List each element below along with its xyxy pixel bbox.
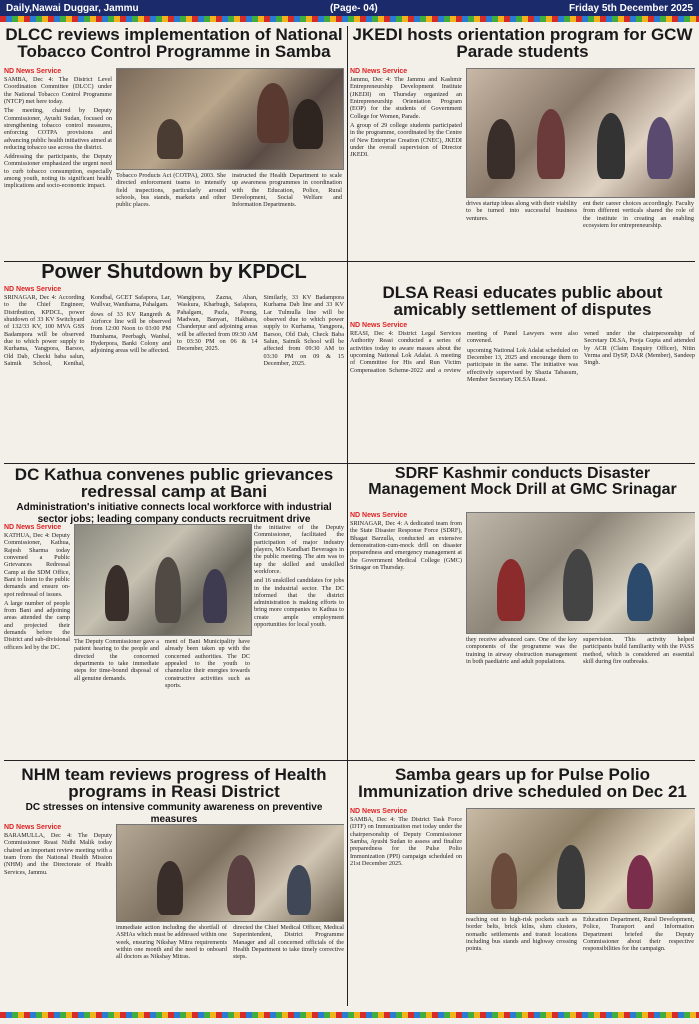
article-headline: Power Shutdown by KPDCL — [41, 262, 307, 283]
article-byline: ND News Service — [4, 286, 62, 293]
column-divider — [347, 26, 348, 1006]
article-kathua — [4, 466, 344, 756]
news-photo — [116, 68, 344, 170]
article-body: SRINAGAR, Dec 4: A dedicated team from the State Disaster Response Force (SDRF), Bhagat Barzulla, conducted an extensive demonstration-cum-mock drill on disaster preparedness and emergency management at the Government Medical College (GMC) Srinagar on Thursday. — [350, 520, 462, 571]
article-sdrf — [350, 466, 695, 756]
news-photo — [116, 824, 344, 922]
article-body-right: the initiative of the Deputy Commissioner, facilitated the participation of major industry players, M/s Kandhari Beverages in the public meeting. The aim was to tap the skilled and unskilled workforce. and 16 unskilled candidates for jobs in the industrial sector. The DC informed that the district administration is making efforts to bring more companies to Kathua to create ample employment opportunities for local youth. — [254, 524, 344, 629]
article-headline: DLSA Reasi educates public about amicably settlement of disputes — [382, 284, 663, 319]
article-byline: ND News Service — [350, 808, 408, 815]
section-divider — [4, 760, 695, 761]
article-headline: SDRF Kashmir conducts Disaster Management Mock Drill at GMC Srinagar — [368, 466, 677, 498]
top-border-dots — [0, 16, 699, 22]
article-body-cont: they receive advanced care. One of the key components of the programme was the training in airway obstruction management in both paediatric and adult populations. supervision. This activity helped participants build familiarity with the PASS method, which is considered an essential skill during fire outbreaks. — [466, 636, 694, 665]
page-number: (Page- 04) — [329, 2, 378, 14]
article-subheadline: DC stresses on intensive community awareness on preventive measures — [25, 802, 323, 825]
news-photo — [74, 524, 252, 636]
article-nhm — [4, 766, 344, 1006]
article-body: Jammu, Dec 4: The Jammu and Kashmir Entrepreneurship Development Institute (JKEDI) on Thursday organized an Entrepreneurship Orientation Program (EOP) for the students of Government College for Women, Parade. A group of 29 college students participated in the programme, coordinated by the Centre of New Enterprise Creation (CNEC), JKEDI under the overall supervision of Director JKEDI. — [350, 76, 462, 159]
news-photo — [466, 808, 695, 914]
article-body-cont: Tobacco Products Act (COTPA), 2003. She directed enforcement teams to intensify field inspections, particularly around schools, bus stands, markets and other public places. instructed the Health Department to scale up awareness programmes in coordination with the Education, Police, Rural Development, Social Welfare and Information Departments. — [116, 172, 342, 209]
news-photo — [466, 512, 695, 634]
article-body: SAMBA, Dec 4: The District Task Force (DTF) on Immunization met today under the chairpersonship of Deputy Commissioner Samba, Ayushi Sudan to assess and finalize preparedness for the Pulse Polio Immunization (PPI) campaign scheduled on 21st December 2025. — [350, 816, 462, 867]
article-headline: NHM team reviews progress of Health programs in Reasi District — [21, 766, 327, 801]
article-byline: ND News Service — [4, 824, 62, 831]
article-headline: DLCC reviews implementation of National Tobacco Control Programme in Samba — [5, 26, 343, 61]
article-jkedi — [350, 26, 695, 258]
article-byline: ND News Service — [350, 68, 408, 75]
article-body: SAMBA, Dec 4: The District Level Coordination Committee (DLCC) under the National Tobacco Control Programme (NTCP) met here today. The meeting, chaired by Deputy Commissioner, Ayushi Sudan, focused on strengthening tobacco control measures, enforcing COTPA provisions and advancing public health initiatives aimed at reducing tobacco use across the district. Addressing the participants, the Deputy Commissioner emphasized the urgent need to curb tobacco consumption, especially among youth, noting its significant health implications and socio-economic impact. — [4, 76, 112, 190]
article-byline: ND News Service — [4, 68, 62, 75]
article-body-cont: The Deputy Commissioner gave a patient hearing to the people and directed the concerned departments to take immediate steps for time-bound disposal of all genuine demands. ment of Bani Municipality have already been taken up with the concerned authorities. The DC appealed to the youth to channelize their energies towards constructive activities such as sports. — [74, 638, 250, 689]
article-body: BARAMULLA, Dec 4: The Deputy Commissioner Reasi Nidhi Malik today chaired an important review meeting with a team from the National Health Mission (NHM) and the Directorate of Health Services, Jammu. — [4, 832, 112, 876]
section-divider — [4, 261, 695, 262]
news-photo — [466, 68, 695, 198]
article-dlcc — [4, 26, 344, 258]
article-body: REASI, Dec 4: District Legal Services Authority Reasi conducted a series of activities today to aware masses about the upcoming National Lok Adalat. A meeting of Committee for His and Run Victim Compensation Scheme-2022 and a review meeting of Panel Lawyers were also convened. upcoming National Lok Adalat scheduled on December 13, 2025 and encourage them to participate in the same. The initiative was effectively supervised by Shazia Tabasum, Member Secretary DLSA Reasi. vened under the chairpersonship of Secretary DLSA, Pooja Gupta and attended by ACR (Claim Enquiry Officer), Nitin Verma and DySP, DAR (Member), Sandeep Singh. — [350, 330, 695, 383]
article-headline: DC Kathua convenes public grievances redressal camp at Bani — [14, 466, 334, 501]
section-divider — [4, 463, 695, 464]
bottom-border-dots — [0, 1012, 699, 1018]
article-body: KATHUA, Dec 4: Deputy Commissioner, Kathua, Rajesh Sharma today convened a Public Grievances Redressal Camp at the SDM Office, Bani to listen to the public demands and ensure on-spot redressal of issues. A large number of people from Bani and adjoining areas attended the camp and projected their demands before the District and sub-divisional officers led by the DC. — [4, 532, 70, 651]
article-samba-polio — [350, 766, 695, 1006]
article-body: SRINAGAR, Dec 4: According to the Chief Engineer, Distribution, KPDCL, power shutdown of 33 KV Switchyard of 132/33 KV, 100 MVA GSS Badampora will be observed due to which power supply to Kurhama, Yangpora, Barsoo, Old Dab, Checki baba salun, Saimik School, Kenihal, Kondbal, GCET Safapora, Lar, Wullvar, Wanihama, Pahalgam. dows of 33 KV Rangreth & Airforce line will be observed from 12:00 Noon to 03:00 PM Humhama, Peerbagh, Wanbal, Hyderpora, Banki Colony and adjoining areas will be affected. Wangipora, Zazna, Ahan, Waskura, Kharbugh, Safapora, Pahalgam, Pazla, Poung, Madwan, Banyari, Hakbara, Chanderpur and adjoining areas will be affected from 09:30 AM to 03:30 PM on 06 & 14 December, 2025. Similarly, 33 KV Badampora Kurhama Dab line and 33 KV Lar Tulmulla line will be observed due to which power supply to Kurhama, Yangpora, Barsoo, Old Dab, Check Baba Salun, Saimik School will be affected from 09:30 AM to 03:30 PM on 09 & 15 December, 2025. — [4, 294, 344, 367]
issue-date: Friday 5th December 2025 — [569, 2, 693, 14]
article-body-cont: immediate action including the shortfall of ASHAs which must be addressed within one week, ensuring Nikshay Mitra requirements within one month and the need to onboard all doctors as Nikshay Mitras. directed the Chief Medical Officer, Medical Superintendent, District Programme Manager and all concerned officials of the Health Department to take timely corrective steps. — [116, 924, 344, 961]
article-byline: ND News Service — [4, 524, 62, 531]
article-headline: JKEDI hosts orientation program for GCW Parade students — [352, 26, 693, 61]
article-subheadline: Administration's initiative connects local workforce with industrial sector jobs; leading company conducts recruitment drive — [16, 502, 332, 525]
paper-name: Daily,Nawai Duggar, Jammu — [6, 2, 139, 14]
article-body-cont: drives startup ideas along with their viability to be turned into successful business ventures. ent their career choices accordingly. Faculty from different verticals shared the role of the institute in creating an enabling ecosystem for entrepreneurship. — [466, 200, 694, 229]
masthead — [0, 0, 699, 16]
article-dlsa — [350, 284, 695, 464]
article-byline: ND News Service — [350, 512, 408, 519]
article-body-cont: reaching out to high-risk pockets such as border belts, brick kilns, slum clusters, nomadic settlements and transit locations including bus stands and highway crossing points. Education Department, Rural Development, Police, Transport and Information Department briefed the Deputy Commissioner about their respective responsibilities for the campaign. — [466, 916, 694, 953]
article-headline: Samba gears up for Pulse Polio Immunization drive scheduled on Dec 21 — [358, 766, 687, 801]
article-kpdcl — [4, 262, 344, 462]
article-byline: ND News Service — [350, 322, 408, 329]
